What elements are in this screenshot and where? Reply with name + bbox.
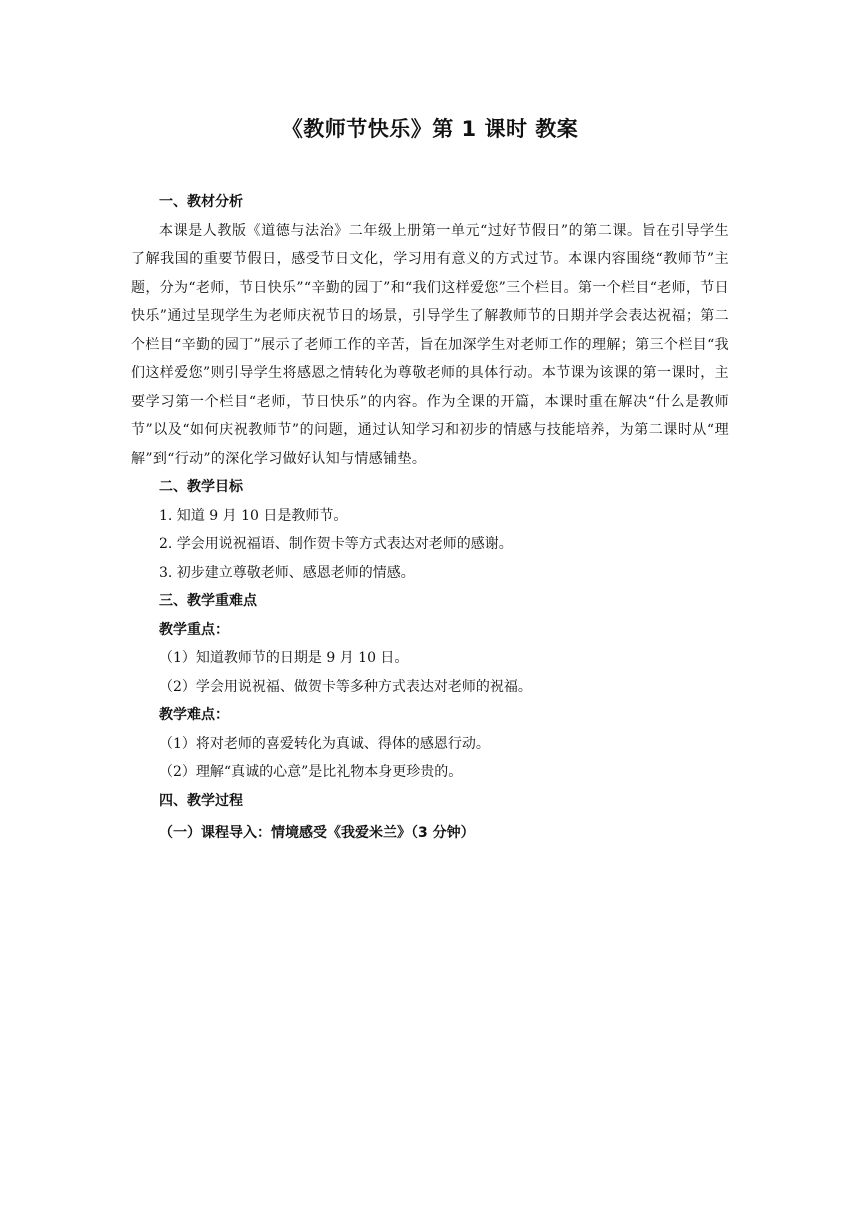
document-body bbox=[131, 188, 729, 848]
difficult-points-label: 教学难点： bbox=[159, 707, 229, 723]
course-intro-subheading: （一）课程导入：情境感受《我爱米兰》（3 分钟） bbox=[159, 825, 475, 841]
key-points-label: 教学重点： bbox=[159, 621, 229, 638]
goal-item: 1. 知道 9 月 10 日是教师节。 bbox=[159, 507, 348, 524]
goal-item: 2. 学会用说祝福语、制作贺卡等方式表达对老师的感谢。 bbox=[159, 536, 513, 552]
textbook-analysis-paragraph: 本课是人教版《道德与法治》二年级上册第一单元“过好节假日”的第二课。旨在引导学生了解我国的重要节假日，感受节日文化，学习用有意义的方式过节。本课内容围绕“教师节”主题，分为“老师，节日快乐”“辛勤的园丁”和“我们这样爱您”三个栏目。第一个栏目“老师，节日快乐”通过呈现学生为老师庆祝节日的场景，引导学生了解教师节的日期并学会表达祝福；第二个栏目“辛勤的园丁”展示了老师工作的辛苦，旨在加深学生对老师工作的理解；第三个栏目“我们这样爱您”则引导学生将感恩之情转化为尊敬老师的具体行动。本节课为该课的第一课时，主要学习第一个栏目“老师，节日快乐”的内容。作为全课的开篇，本课时重在解决“什么是教师节”以及“如何庆祝教师节”的问题，通过认知学习和初步的情感与技能培养，为第二课时从“理解”到“行动”的深化学习做好认知与情感铺垫。 bbox=[131, 222, 729, 467]
difficult-point-item: （2）理解“真诚的心意”是比礼物本身更珍贵的。 bbox=[159, 764, 463, 780]
difficult-point-item: （1）将对老师的喜爱转化为真诚、得体的感恩行动。 bbox=[159, 735, 490, 752]
key-point-item: （1）知道教师节的日期是 9 月 10 日。 bbox=[159, 650, 409, 666]
section-heading-key-difficult-points: 三、教学重难点 bbox=[159, 593, 257, 609]
section-heading-teaching-process: 四、教学过程 bbox=[159, 792, 243, 809]
key-point-item: （2）学会用说祝福、做贺卡等多种方式表达对老师的祝福。 bbox=[159, 678, 532, 695]
section-heading-teaching-goals: 二、教学目标 bbox=[159, 479, 243, 495]
document-title: 《教师节快乐》第 1 课时 教案 bbox=[281, 117, 579, 141]
section-heading-textbook-analysis: 一、教材分析 bbox=[159, 194, 243, 210]
goal-item: 3. 初步建立尊敬老师、感恩老师的情感。 bbox=[159, 564, 415, 581]
